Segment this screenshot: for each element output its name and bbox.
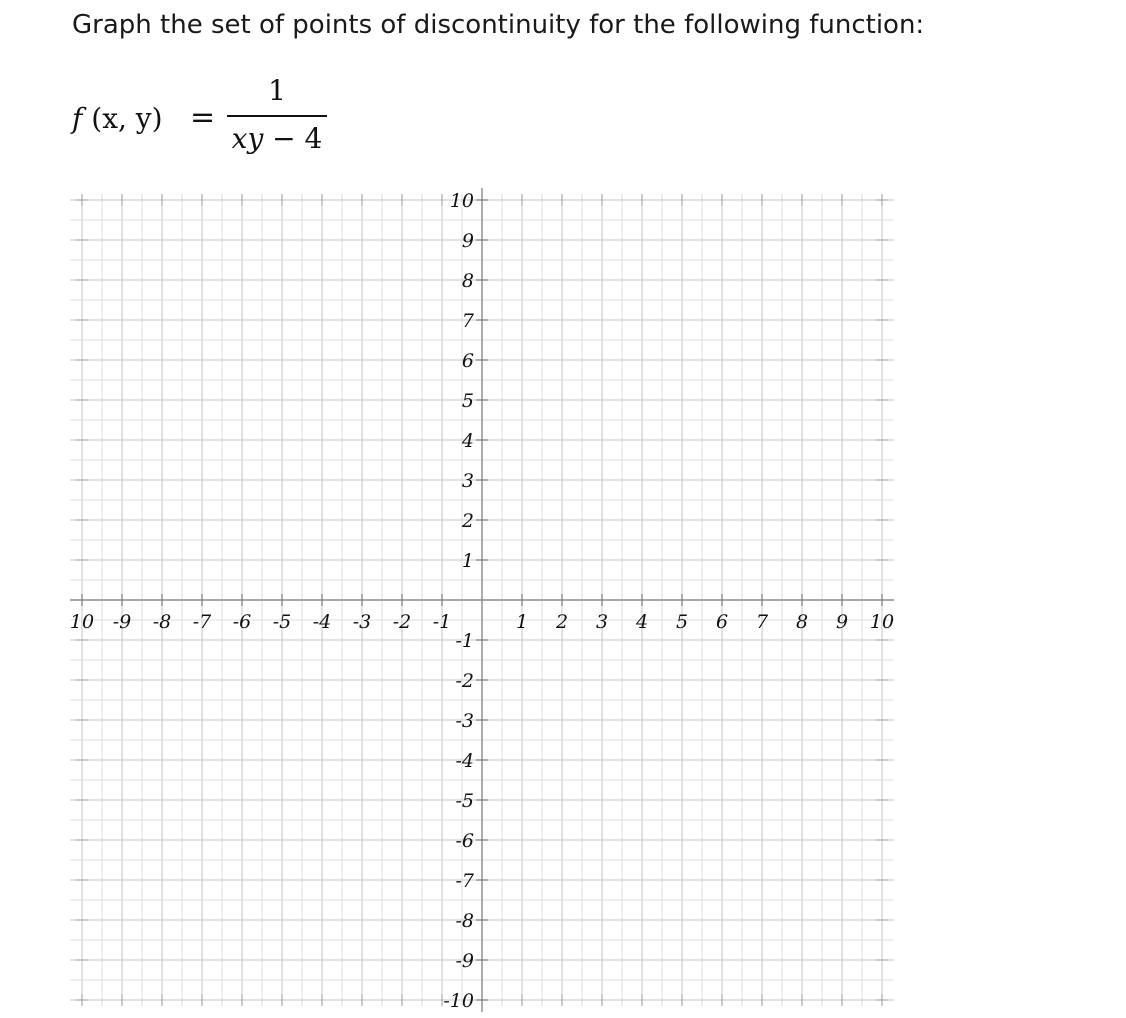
x-tick-label: -5: [272, 611, 292, 633]
x-tick-label: -3: [352, 611, 372, 633]
x-tick-label: 3: [595, 611, 609, 633]
x-tick-label: -2: [392, 611, 412, 633]
x-tick-label: 7: [755, 611, 769, 633]
y-tick-label: 1: [461, 550, 474, 572]
y-tick-label: -8: [455, 910, 474, 932]
x-tick-label: 8: [795, 611, 809, 633]
x-tick-label: 10: [869, 611, 895, 633]
y-tick-label: -7: [455, 870, 474, 892]
y-tick-label: 9: [461, 230, 474, 252]
equals-sign: =: [190, 100, 216, 135]
axes: [70, 188, 894, 1012]
x-tick-label: -9: [112, 611, 132, 633]
x-tick-label: -1: [432, 611, 452, 633]
y-tick-label: -2: [455, 670, 474, 692]
y-tick-label: -9: [455, 950, 474, 972]
y-tick-label: 5: [461, 390, 474, 412]
y-tick-label: 6: [461, 350, 474, 372]
function-name: f: [72, 102, 83, 135]
y-tick-label: 10: [449, 190, 474, 212]
fraction-numerator: 1: [268, 74, 286, 107]
x-tick-label: 1: [515, 611, 529, 633]
y-tick-label: 7: [461, 310, 474, 332]
y-tick-label: 8: [461, 270, 474, 292]
x-tick-label: 9: [835, 611, 849, 633]
y-tick-label: 4: [461, 430, 474, 452]
x-tick-label: 4: [635, 611, 649, 633]
y-tick-label: 3: [461, 470, 474, 492]
denominator-variables: xy: [231, 122, 264, 155]
x-tick-label: -6: [232, 611, 252, 633]
y-tick-label: -3: [455, 710, 474, 732]
x-tick-label: 2: [555, 611, 569, 633]
function-args: (x, y): [91, 102, 163, 135]
x-tick-label: 6: [715, 611, 729, 633]
question-prompt: Graph the set of points of discontinuity for the following function:: [72, 10, 925, 40]
y-tick-label: -1: [455, 630, 474, 652]
y-tick-label: -6: [455, 830, 474, 852]
y-tick-label: -5: [455, 790, 474, 812]
y-tick-label: -4: [455, 750, 474, 772]
x-tick-label: -8: [152, 611, 172, 633]
y-axis-labels: [443, 190, 475, 1012]
denominator-constant: − 4: [263, 122, 323, 155]
x-tick-label: -4: [312, 611, 332, 633]
y-tick-label: 2: [461, 510, 474, 532]
x-tick-label: -7: [192, 611, 212, 633]
x-tick-label: 5: [675, 611, 689, 633]
y-tick-label: -10: [443, 990, 474, 1012]
x-tick-label: 10: [69, 611, 95, 633]
